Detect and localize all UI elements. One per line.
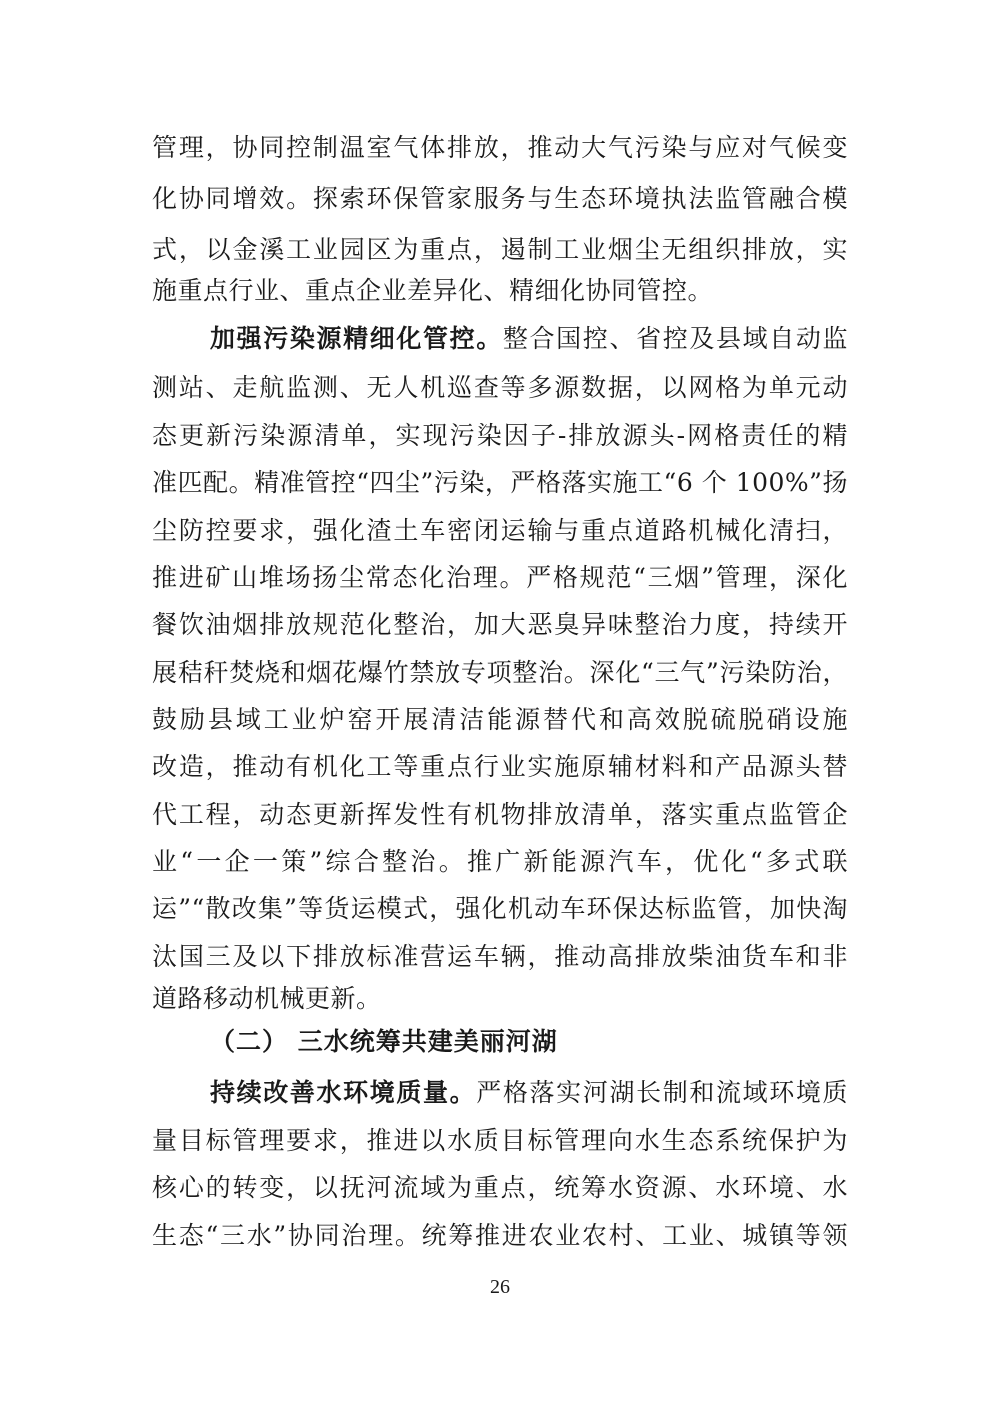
- section-heading: （二） 三水统筹共建美丽河湖: [210, 1027, 558, 1056]
- paragraph-line: 准匹配。精准管控“四尘”污染，严格落实施工“6 个 100%”扬: [152, 468, 848, 497]
- paragraph-text: 整合国控、省控及县域自动监: [502, 324, 848, 353]
- paragraph-lead: 加强污染源精细化管控。: [210, 324, 503, 353]
- page-number: 26: [490, 1276, 510, 1298]
- paragraph-line: 改造，推动有机化工等重点行业实施原辅材料和产品源头替: [152, 752, 848, 781]
- paragraph-line: 尘防控要求，强化渣土车密闭运输与重点道路机械化清扫，: [152, 516, 848, 545]
- paragraph-line: 鼓励县域工业炉窑开展清洁能源替代和高效脱硫脱硝设施: [152, 705, 848, 734]
- paragraph-line: 管理，协同控制温室气体排放，推动大气污染与应对气候变: [152, 133, 848, 162]
- paragraph-line: 展秸秆焚烧和烟花爆竹禁放专项整治。深化“三气”污染防治，: [152, 658, 848, 687]
- paragraph-line: 化协同增效。探索环保管家服务与生态环境执法监管融合模: [152, 184, 848, 213]
- paragraph-line: 测站、走航监测、无人机巡查等多源数据，以网格为单元动: [152, 373, 848, 402]
- paragraph-line: 施重点行业、重点企业差异化、精细化协同管控。: [152, 276, 714, 305]
- paragraph-line: 生态“三水”协同治理。统筹推进农业农村、工业、城镇等领: [152, 1221, 848, 1250]
- paragraph-first-line: [210, 324, 848, 354]
- paragraph-line: 代工程，动态更新挥发性有机物排放清单，落实重点监管企: [152, 800, 848, 829]
- paragraph-first-line: [210, 1078, 848, 1108]
- paragraph-line: 式，以金溪工业园区为重点，遏制工业烟尘无组织排放，实: [152, 235, 848, 264]
- paragraph-line: 量目标管理要求，推进以水质目标管理向水生态系统保护为: [152, 1126, 848, 1155]
- paragraph-line: 态更新污染源清单，实现污染因子-排放源头-网格责任的精: [152, 421, 848, 450]
- paragraph-line: 业“一企一策”综合整治。推广新能源汽车，优化“多式联: [152, 847, 848, 876]
- paragraph-line: 推进矿山堆场扬尘常态化治理。严格规范“三烟”管理，深化: [152, 563, 848, 592]
- paragraph-line: 核心的转变，以抚河流域为重点，统筹水资源、水环境、水: [152, 1173, 848, 1202]
- paragraph-lead: 持续改善水环境质量。: [210, 1078, 477, 1107]
- paragraph-line: 道路移动机械更新。: [152, 984, 382, 1013]
- paragraph-line: 汰国三及以下排放标准营运车辆，推动高排放柴油货车和非: [152, 942, 848, 971]
- paragraph-line: 餐饮油烟排放规范化整治，加大恶臭异味整治力度，持续开: [152, 610, 848, 639]
- paragraph-text: 严格落实河湖长制和流域环境质: [476, 1078, 848, 1107]
- paragraph-line: 运”“散改集”等货运模式，强化机动车环保达标监管，加快淘: [152, 894, 848, 923]
